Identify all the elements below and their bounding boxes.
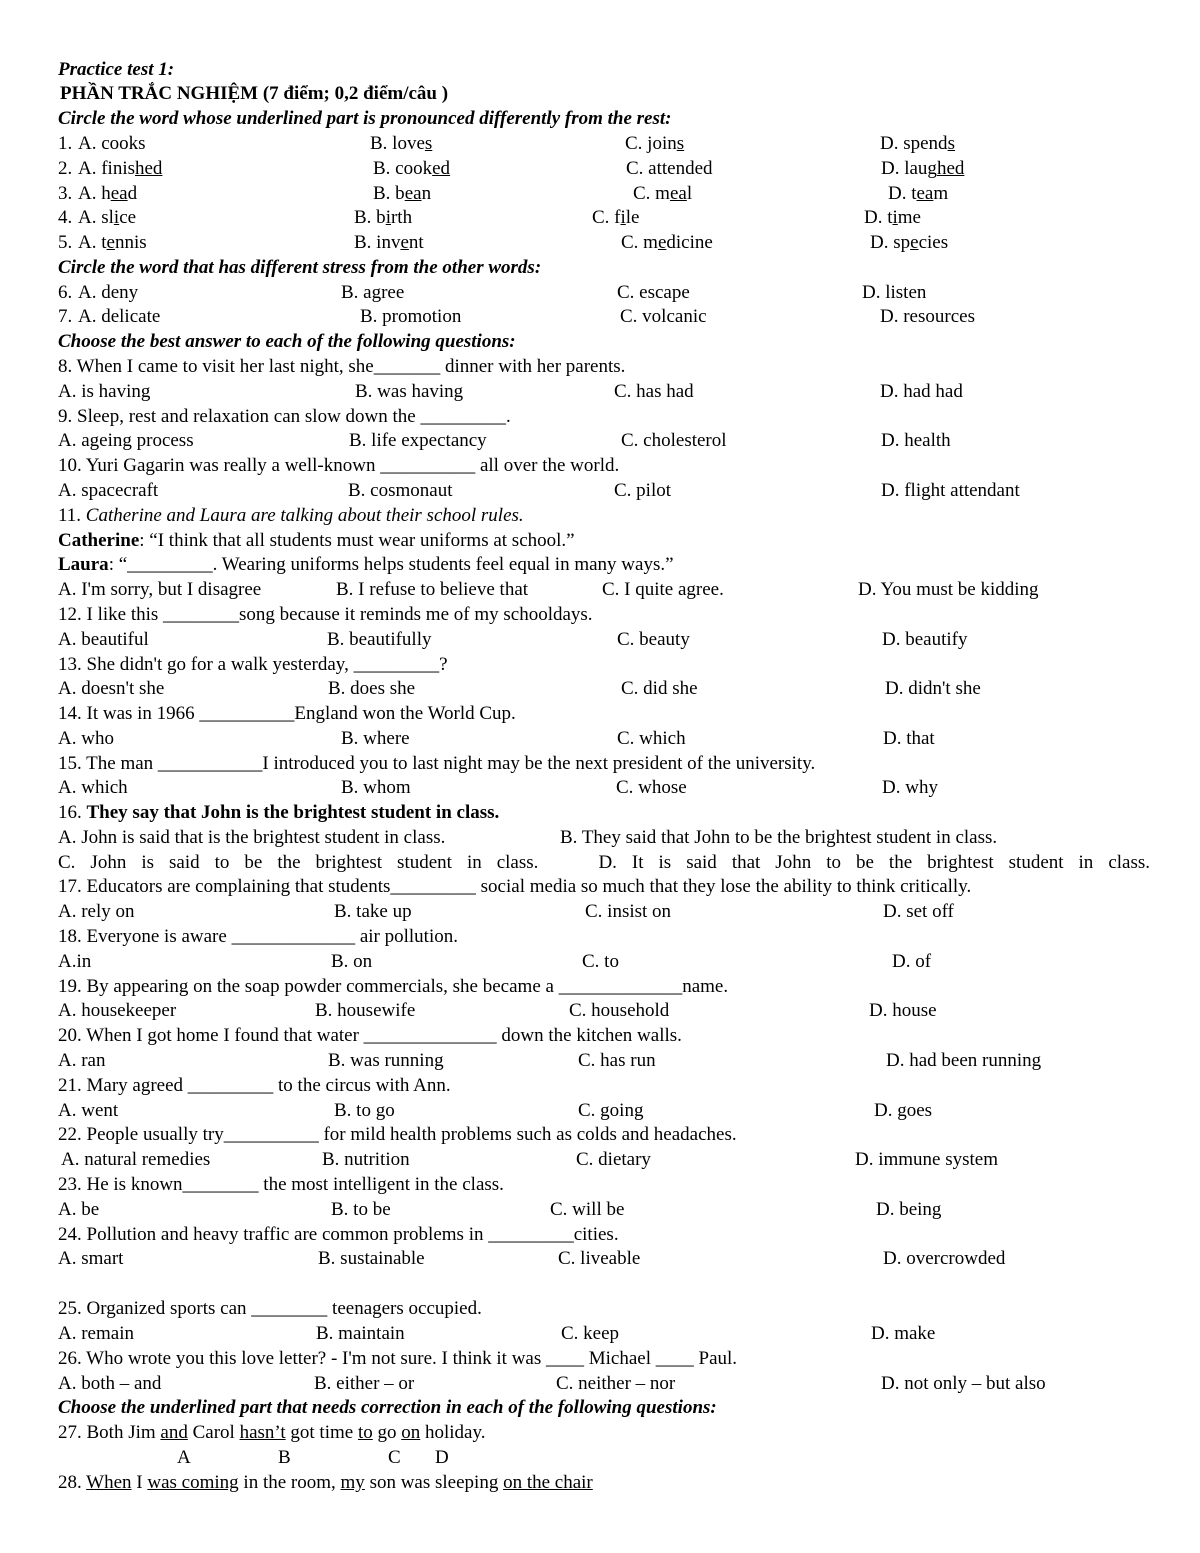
option-d: D. immune system (855, 1149, 999, 1170)
option-d: D. overcrowded (883, 1248, 1006, 1269)
question-stem: 8. When I came to visit her last night, she_______ dinner with her parents. (58, 356, 626, 377)
option-a: A. is having (58, 381, 151, 402)
option-d: D. make (871, 1323, 936, 1344)
option-c: C. escape (617, 282, 690, 303)
option-b: B. to go (334, 1100, 395, 1121)
option-a: A. doesn't she (58, 678, 165, 699)
underline-label-d: D (435, 1447, 449, 1468)
option-b: B. maintain (316, 1323, 405, 1344)
option-c: C. will be (550, 1199, 625, 1220)
option-a: A. John is said that is the brightest student in class. (58, 827, 446, 848)
option-c: C. which (617, 728, 686, 749)
question-stem: 17. Educators are complaining that students_________ social media so much that they lose the ability to think critically. (58, 876, 972, 897)
option-d: D. set off (883, 901, 954, 922)
option-c: C. pilot (614, 480, 672, 501)
option-d: D. had had (880, 381, 963, 402)
option-d: D. spends (880, 133, 955, 154)
option-c: C. going (578, 1100, 644, 1121)
option-b: B. whom (341, 777, 411, 798)
option-c: C. to (582, 951, 619, 972)
question-number: 6. (58, 282, 73, 303)
option-c: C. insist on (585, 901, 672, 922)
question-stem: 19. By appearing on the soap powder commercials, she became a _____________name. (58, 976, 729, 997)
question-stem: 24. Pollution and heavy traffic are common problems in _________cities. (58, 1224, 619, 1245)
option-c: C. household (569, 1000, 670, 1021)
option-d: D. team (888, 183, 949, 204)
option-b: B. either – or (314, 1373, 415, 1394)
instruction-correction: Choose the underlined part that needs correction in each of the following questions: (58, 1397, 717, 1418)
option-d: D. of (892, 951, 932, 972)
option-d: D. flight attendant (881, 480, 1020, 501)
option-a: A. cooks (78, 133, 146, 154)
option-a: A. ran (58, 1050, 106, 1071)
option-a: A. beautiful (58, 629, 149, 650)
option-c: C. whose (616, 777, 687, 798)
option-d: D. health (881, 430, 951, 451)
question-stem: 13. She didn't go for a walk yesterday, _________? (58, 654, 448, 675)
instruction-pronunciation: Circle the word whose underlined part is pronounced differently from the rest: (58, 108, 672, 129)
option-b: B. promotion (360, 306, 462, 327)
option-c: C. I quite agree. (602, 579, 724, 600)
option-c: C. dietary (576, 1149, 651, 1170)
option-a: A. delicate (78, 306, 161, 327)
option-a: A. head (78, 183, 138, 204)
option-b: B. agree (341, 282, 405, 303)
option-c: C. joins (625, 133, 685, 154)
option-a: A. slice (78, 207, 137, 228)
option-a: A. spacecraft (58, 480, 159, 501)
option-b: B. life expectancy (349, 430, 487, 451)
option-c: C. has run (578, 1050, 656, 1071)
question-stem: 11. Catherine and Laura are talking about their school rules. (58, 505, 524, 526)
option-c: C. neither – nor (556, 1373, 676, 1394)
option-d: D. had been running (886, 1050, 1042, 1071)
option-a: A. which (58, 777, 128, 798)
question-stem: 22. People usually try__________ for mild health problems such as colds and headaches. (58, 1124, 737, 1145)
underline-label-b: B (278, 1447, 291, 1468)
option-d: D. species (870, 232, 949, 253)
option-b: B. on (331, 951, 373, 972)
question-stem: 20. When I got home I found that water ______________ down the kitchen walls. (58, 1025, 682, 1046)
option-b: B. birth (354, 207, 413, 228)
option-d: D. listen (862, 282, 927, 303)
option-d: D. that (883, 728, 935, 749)
question-stem: 9. Sleep, rest and relaxation can slow down the _________. (58, 406, 511, 427)
question-number: 1. (58, 133, 73, 154)
option-c: C. meal (633, 183, 693, 204)
option-c: C. attended (626, 158, 713, 179)
page-title: Practice test 1: (58, 59, 175, 80)
option-a: A. natural remedies (61, 1149, 211, 1170)
option-c: C. did she (621, 678, 698, 699)
underline-label-a: A (177, 1447, 191, 1468)
option-c: C. liveable (558, 1248, 641, 1269)
option-d: D. resources (880, 306, 975, 327)
dialogue-line: Catherine: “I think that all students must wear uniforms at school.” (58, 530, 575, 551)
option-b: B. housewife (315, 1000, 416, 1021)
underline-label-c: C (388, 1447, 401, 1468)
option-b: B. cooked (373, 158, 451, 179)
option-a: A. tennis (78, 232, 147, 253)
option-a: A. I'm sorry, but I disagree (58, 579, 262, 600)
option-c: C. keep (561, 1323, 620, 1344)
option-b: B. bean (373, 183, 432, 204)
option-d: D. You must be kidding (858, 579, 1039, 600)
question-stem: 26. Who wrote you this love letter? - I'm not sure. I think it was ____ Michael ____ Paul. (58, 1348, 738, 1369)
option-a: A. smart (58, 1248, 124, 1269)
option-c: C. John is said to be the brightest student in class. (58, 852, 539, 873)
option-a: A.in (58, 951, 92, 972)
question-stem: 10. Yuri Gagarin was really a well-known __________ all over the world. (58, 455, 620, 476)
question-stem: 28. When I was coming in the room, my son was sleeping on the chair (58, 1472, 593, 1493)
option-b: B. to be (331, 1199, 391, 1220)
option-a: A. housekeeper (58, 1000, 177, 1021)
option-b: B. They said that John to be the brightest student in class. (560, 827, 998, 848)
question-number: 4. (58, 207, 73, 228)
question-number: 7. (58, 306, 73, 327)
question-stem: 23. He is known________ the most intelligent in the class. (58, 1174, 504, 1195)
option-a: A. went (58, 1100, 119, 1121)
option-b: B. cosmonaut (348, 480, 453, 501)
instruction-best-answer: Choose the best answer to each of the following questions: (58, 331, 516, 352)
option-a: A. finished (78, 158, 163, 179)
question-number: 3. (58, 183, 73, 204)
option-d: D. didn't she (885, 678, 981, 699)
option-c: C. medicine (621, 232, 713, 253)
option-d: D. why (882, 777, 938, 798)
question-number: 5. (58, 232, 73, 253)
question-stem: 21. Mary agreed _________ to the circus with Ann. (58, 1075, 451, 1096)
question-number: 2. (58, 158, 73, 179)
option-b: B. sustainable (318, 1248, 425, 1269)
option-a: A. remain (58, 1323, 134, 1344)
option-c: C. volcanic (620, 306, 707, 327)
question-stem: 18. Everyone is aware _____________ air pollution. (58, 926, 458, 947)
option-a: A. who (58, 728, 114, 749)
option-b: B. was having (355, 381, 464, 402)
option-a: A. ageing process (58, 430, 194, 451)
option-b: B. was running (328, 1050, 444, 1071)
instruction-stress: Circle the word that has different stress from the other words: (58, 257, 542, 278)
option-d: D. time (864, 207, 921, 228)
option-d: D. beautify (882, 629, 968, 650)
option-b: B. does she (328, 678, 416, 699)
option-c: C. file (592, 207, 640, 228)
question-stem: 14. It was in 1966 __________England won the World Cup. (58, 703, 516, 724)
section-header: PHẦN TRẮC NGHIỆM (7 điểm; 0,2 điểm/câu ) (60, 83, 449, 104)
option-b: B. nutrition (322, 1149, 410, 1170)
option-b: B. I refuse to believe that (336, 579, 529, 600)
option-d: D. house (869, 1000, 937, 1021)
option-a: A. both – and (58, 1373, 162, 1394)
option-d: D. laughed (881, 158, 965, 179)
option-d: D. goes (874, 1100, 933, 1121)
option-b: B. beautifully (327, 629, 432, 650)
option-d: D. not only – but also (881, 1373, 1046, 1394)
option-d: D. It is said that John to be the brightest student in class. (598, 852, 1150, 873)
question-stem: 16. They say that John is the brightest student in class. (58, 802, 500, 823)
option-c: C. has had (614, 381, 694, 402)
option-a: A. be (58, 1199, 100, 1220)
question-stem: 27. Both Jim and Carol hasn’t got time to go on holiday. (58, 1422, 486, 1443)
option-a: A. deny (78, 282, 139, 303)
option-a: A. rely on (58, 901, 135, 922)
option-c: C. cholesterol (621, 430, 727, 451)
option-c: C. beauty (617, 629, 690, 650)
options-row (58, 851, 1150, 875)
dialogue-line: Laura: “_________. Wearing uniforms helps students feel equal in many ways.” (58, 554, 674, 575)
question-stem: 15. The man ___________I introduced you to last night may be the next president of the university. (58, 753, 816, 774)
option-b: B. take up (334, 901, 412, 922)
option-b: B. where (341, 728, 410, 749)
option-b: B. loves (370, 133, 433, 154)
option-d: D. being (876, 1199, 942, 1220)
question-stem: 25. Organized sports can ________ teenagers occupied. (58, 1298, 482, 1319)
option-b: B. invent (354, 232, 424, 253)
question-stem: 12. I like this ________song because it reminds me of my schooldays. (58, 604, 593, 625)
